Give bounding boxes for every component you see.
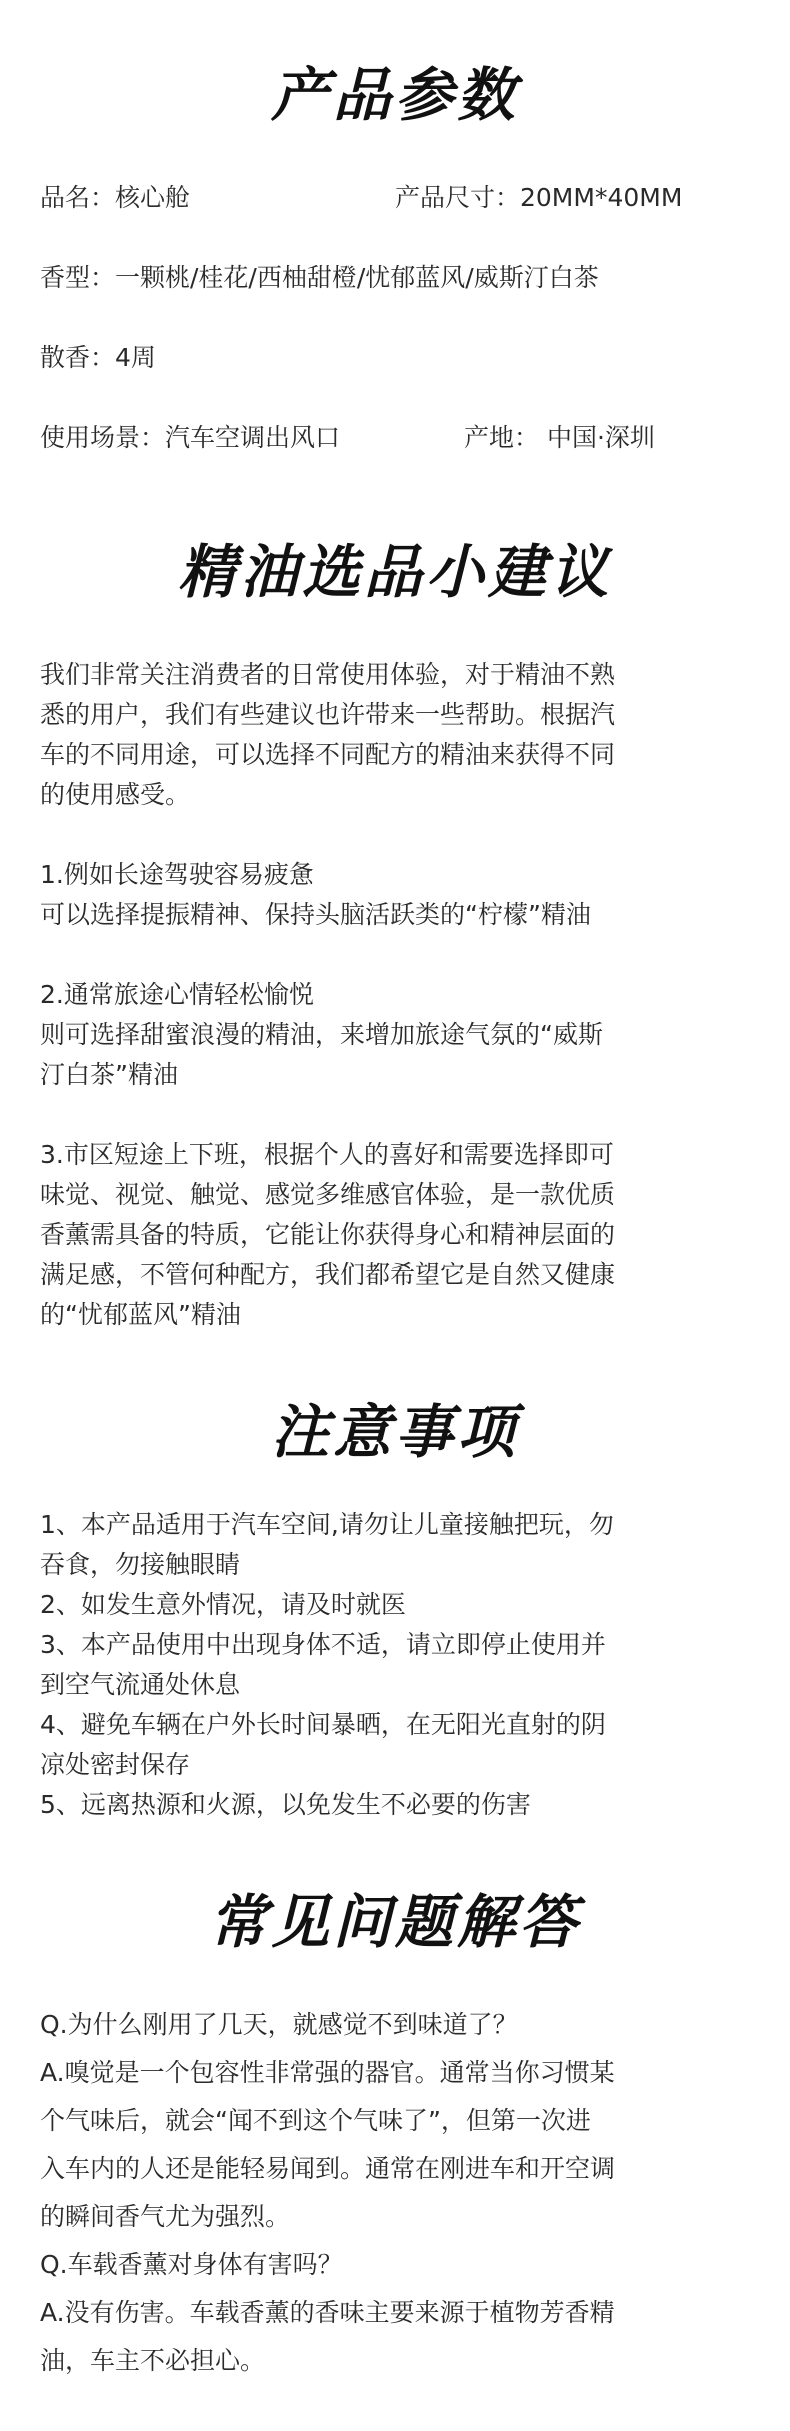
param-product-name: 品名：核心舱 (40, 183, 191, 212)
text-line: 汀白茶”精油 (40, 1060, 178, 1089)
param-scent-types: 香型：一颗桃/桂花/西柚甜橙/忧郁蓝风/威斯汀白茶 (40, 263, 599, 292)
faq-heading: 常见问题解答 (208, 1888, 581, 1956)
text-line: 我们非常关注消费者的日常使用体验，对于精油不熟 (40, 660, 616, 689)
params-list (40, 180, 750, 455)
text-line: 1.例如长途驾驶容易疲惫 (40, 860, 314, 889)
text-line: 则可选择甜蜜浪漫的精油，来增加旅途气氛的“威斯 (40, 1020, 603, 1049)
text-line: 悉的用户，我们有些建议也许带来一些帮助。根据汽 (40, 700, 616, 729)
text-line: 车的不同用途，可以选择不同配方的精油来获得不同 (40, 740, 616, 769)
notice-line: 3、本产品使用中出现身体不适，请立即停止使用并 (40, 1630, 606, 1659)
notice-line: 凉处密封保存 (40, 1750, 191, 1779)
text-line: 3.市区短途上下班，根据个人的喜好和需要选择即可 (40, 1140, 614, 1169)
faq-answer-line: A.没有伤害。车载香薰的香味主要来源于植物芳香精 (40, 2298, 615, 2327)
param-usage-scene: 使用场景：汽车空调出风口 (40, 423, 341, 452)
param-row-usage (40, 420, 750, 455)
tips-item-1 (40, 855, 750, 935)
notice-line: 吞食，勿接触眼睛 (40, 1550, 241, 1579)
faq-answer-line: 的瞬间香气尤为强烈。 (40, 2202, 291, 2231)
faq-question: Q.为什么刚用了几天，就感觉不到味道了？ (40, 2010, 518, 2039)
param-row-name (40, 180, 750, 215)
text-line: 满足感，不管何种配方，我们都希望它是自然又健康 (40, 1260, 616, 1289)
param-row-duration (40, 340, 750, 375)
faq-question: Q.车载香薰对身体有害吗？ (40, 2250, 343, 2279)
faq-answer-line: 入车内的人还是能轻易闻到。通常在刚进车和开空调 (40, 2154, 616, 2183)
faq-content (40, 2001, 750, 2385)
param-diffuse-duration: 散香：4周 (40, 343, 156, 372)
tips-intro (40, 655, 750, 815)
tips-content (40, 655, 750, 1335)
tips-item-2 (40, 975, 750, 1095)
param-origin: 产地： 中国·深圳 (464, 423, 655, 452)
text-line: 可以选择提振精神、保持头脑活跃类的“柠檬”精油 (40, 900, 591, 929)
notice-content (40, 1505, 750, 1825)
notice-line: 2、如发生意外情况，请及时就医 (40, 1590, 406, 1619)
faq-answer-line: 个气味后，就会“闻不到这个气味了”，但第一次进 (40, 2106, 591, 2135)
text-line: 的“忧郁蓝风”精油 (40, 1300, 241, 1329)
tips-item-3 (40, 1135, 750, 1335)
text-line: 香薰需具备的特质，它能让你获得身心和精神层面的 (40, 1220, 616, 1249)
faq-answer-line: A.嗅觉是一个包容性非常强的器官。通常当你习惯某 (40, 2058, 615, 2087)
notice-line: 1、本产品适用于汽车空间,请勿让儿童接触把玩，勿 (40, 1510, 614, 1539)
notice-heading: 注意事项 (270, 1398, 519, 1466)
text-line: 的使用感受。 (40, 780, 191, 809)
param-row-scent (40, 260, 750, 295)
tips-heading: 精油选品小建议 (177, 538, 612, 606)
param-product-size: 产品尺寸：20MM*40MM (395, 183, 683, 212)
text-line: 味觉、视觉、触觉、感觉多维感官体验，是一款优质 (40, 1180, 616, 1209)
params-heading: 产品参数 (270, 61, 519, 129)
notice-line: 4、避免车辆在户外长时间暴晒，在无阳光直射的阴 (40, 1710, 606, 1739)
notice-line: 到空气流通处休息 (40, 1670, 241, 1699)
text-line: 2.通常旅途心情轻松愉悦 (40, 980, 314, 1009)
faq-answer-line: 油，车主不必担心。 (40, 2346, 266, 2375)
notice-line: 5、远离热源和火源，以免发生不必要的伤害 (40, 1790, 531, 1819)
